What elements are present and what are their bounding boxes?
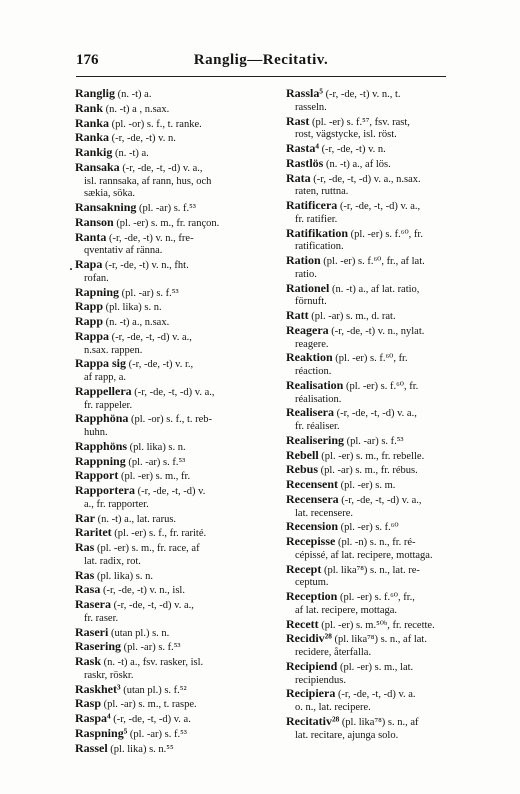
headword: Rebus: [286, 462, 319, 477]
dictionary-line: [286, 590, 466, 605]
dictionary-line: [286, 296, 466, 309]
headword: Rationel: [286, 280, 330, 295]
headword: Rask: [75, 654, 102, 668]
headword: Rappning: [75, 453, 126, 468]
definition-text: (pl. -ar) s. f.⁵³: [119, 287, 179, 299]
right-column: [286, 87, 466, 742]
definition-text: (utan pl.) s. n.: [108, 627, 170, 639]
headword: Recipiera: [286, 686, 336, 701]
definition-text: af rapp, a.: [84, 372, 126, 383]
headword: Raritet: [75, 525, 112, 540]
dictionary-line: [75, 583, 265, 598]
dictionary-line: [75, 258, 265, 273]
dictionary-line: [286, 563, 466, 578]
headword: Rappa: [75, 328, 110, 343]
dictionary-line: [75, 683, 265, 698]
headword: Ratificera: [286, 198, 338, 212]
headword: Ratifikation: [286, 225, 349, 240]
dictionary-line: [75, 146, 265, 161]
definition-text: (pl. -ar) s. m., t. raspe.: [101, 699, 197, 711]
headword: Reception: [286, 589, 338, 603]
headword: Rast: [286, 113, 310, 128]
headword: Raskhet³: [75, 681, 121, 696]
dictionary-line: [286, 379, 466, 394]
definition-text: rofan.: [84, 272, 109, 284]
dictionary-line: [75, 117, 265, 132]
dictionary-line: [75, 131, 265, 146]
headword: Rasa: [75, 582, 101, 597]
definition-text: (-r, -de, -t, -d) v. a.,: [109, 331, 192, 343]
definition-text: isl. rannsaka, af rann, hus, och: [84, 175, 212, 187]
dictionary-line: [286, 730, 466, 743]
page-number: 176: [76, 52, 99, 68]
definition-text: (pl. -er) s. m.⁵⁰ᵇ, fr. recette.: [318, 619, 435, 631]
definition-text: huhn.: [84, 427, 108, 438]
definition-text: (pl. lika) s. n.: [103, 302, 162, 314]
headword: Rapa: [75, 257, 103, 271]
headword: Reaktion: [286, 350, 333, 365]
dictionary-line: [286, 324, 466, 339]
dictionary-line: [75, 484, 265, 499]
dictionary-line: [75, 655, 265, 670]
definition-text: raskr, röskr.: [84, 669, 134, 681]
definition-text: ratification.: [295, 241, 344, 253]
definition-text: (-r, -de, -t, -d) v. a.,: [333, 408, 417, 420]
definition-text: (pl. -er) s. f., fr. rarité.: [111, 528, 207, 540]
definition-text: (utan pl.) s. f.⁵²: [120, 684, 187, 696]
headword: Realisering: [286, 432, 344, 447]
dictionary-line: [75, 626, 265, 641]
dictionary-line: [286, 660, 466, 675]
definition-text: ceptum.: [295, 577, 329, 589]
definition-text: (pl. lika⁷⁸) s. n., af lat.: [331, 634, 427, 646]
definition-text: (pl. -er) s. f.⁶⁰, fr., af lat.: [320, 256, 425, 267]
dictionary-line: [286, 102, 466, 115]
definition-text: cépissé, af lat. recipere, mottaga.: [295, 549, 433, 561]
dictionary-line: [75, 541, 265, 556]
definition-text: recidere, återfalla.: [295, 647, 372, 658]
definition-text: (pl. -ar) s. f.⁵³: [136, 203, 196, 214]
headword: Rar: [75, 510, 95, 525]
headword: Ras: [75, 567, 95, 582]
headword: Rasera: [75, 597, 111, 611]
dictionary-line: [75, 640, 265, 655]
dictionary-line: [286, 406, 466, 421]
dictionary-line: [286, 87, 466, 102]
definition-text: (pl. -er) s. f.⁶⁰, fr.: [348, 228, 423, 240]
definition-text: (-r, -de, -t, -d) v. a.,: [131, 386, 215, 398]
dictionary-line: [75, 556, 265, 569]
definition-text: förnuft.: [295, 296, 327, 308]
definition-text: (pl. lika) s. n.: [127, 441, 186, 453]
definition-text: (pl. -er) s. m., fr.: [118, 471, 191, 483]
definition-text: (-r, -de, -t) v. n.: [318, 144, 386, 155]
headword: Rapning: [75, 284, 120, 299]
definition-text: (n. -t) a , n.sax.: [103, 103, 170, 115]
headword: Recepisse: [286, 534, 336, 548]
dictionary-line: [75, 440, 265, 455]
definition-text: (n. -t) a.: [112, 148, 149, 159]
headword: Rapphöna: [75, 411, 129, 426]
definition-text: (pl. -er) s. f.⁶⁰, fr.,: [337, 592, 415, 603]
definition-text: (pl. -er) s. m.: [337, 480, 396, 491]
dictionary-line: [286, 520, 466, 535]
definition-text: (pl. -or) s. f., t. reb-: [128, 414, 213, 426]
headword: Rasering: [75, 639, 121, 654]
dictionary-line: [75, 201, 265, 216]
definition-text: réaction.: [295, 366, 332, 377]
header-rule: [76, 76, 446, 77]
dictionary-line: [75, 161, 265, 176]
headword: Recension: [286, 519, 338, 534]
dictionary-line: [75, 412, 265, 427]
dictionary-line: [75, 330, 265, 345]
dictionary-line: [286, 715, 466, 730]
definition-text: lat. radix, rot.: [84, 555, 141, 567]
dictionary-line: [286, 309, 466, 324]
headword: Raspning⁵: [75, 725, 128, 740]
headword: Recidiv²⁸: [286, 631, 332, 646]
dictionary-line: [75, 598, 265, 613]
headword: Rappa sig: [75, 356, 127, 371]
definition-text: (pl. -er) s. f.⁶⁰: [338, 522, 399, 534]
dictionary-line: [286, 687, 466, 702]
running-head: Ranglig—Recitativ.: [193, 52, 329, 68]
headword: Rebell: [286, 447, 319, 462]
definition-text: (pl. -ar) s. m., fr. rébus.: [318, 465, 418, 477]
definition-text: raten, ruttna.: [295, 186, 349, 198]
headword: Recensera: [286, 491, 339, 506]
dictionary-line: [286, 254, 466, 269]
definition-text: reagere.: [295, 338, 329, 350]
headword: Ransaka: [75, 159, 120, 174]
dictionary-line: [75, 385, 265, 400]
definition-text: (pl. lika) s. n.⁵⁵: [107, 743, 174, 755]
dictionary-line: [75, 176, 265, 189]
definition-text: ratio.: [295, 268, 317, 280]
dictionary-line: [286, 535, 466, 550]
headword: Ras: [75, 540, 95, 554]
dictionary-line: [286, 632, 466, 647]
dictionary-line: [286, 199, 466, 214]
definition-text: o. n., lat. recipere.: [295, 702, 371, 713]
headword: Realisera: [286, 405, 334, 420]
definition-text: (n. -t) a., fsv. rasker, isl.: [101, 657, 204, 668]
definition-text: (-r, -de, -t, -d) v.: [135, 486, 206, 497]
headword: Rasta⁴: [286, 141, 319, 155]
definition-text: (pl. lika⁷⁸) s. n., lat. re-: [321, 564, 420, 576]
definition-text: (pl. -ar) s. f.⁵³: [344, 435, 404, 447]
definition-text: fr. ratifier.: [295, 213, 338, 225]
definition-text: af lat. recipere, mottaga.: [295, 604, 398, 616]
dictionary-line: [286, 282, 466, 297]
dictionary-line: [286, 157, 466, 172]
definition-text: (pl. -er) s. f.⁶⁰, fr.: [343, 380, 419, 392]
definition-text: (-r, -de, -t) v. n., isl.: [100, 585, 185, 597]
definition-text: (pl. -or) s. f., t. ranke.: [109, 118, 202, 130]
headword: Rassel: [75, 740, 108, 755]
definition-text: qventativ af ränna.: [84, 245, 163, 257]
dictionary-line: [75, 87, 265, 102]
dictionary-line: [286, 493, 466, 508]
definition-text: recipiendus.: [295, 674, 347, 686]
headword: Rata: [286, 170, 311, 185]
headword: Recensent: [286, 477, 338, 491]
dictionary-line: [75, 245, 265, 258]
dictionary-line: [286, 142, 466, 157]
margin-bullet: ·: [69, 262, 74, 276]
dictionary-line: [286, 449, 466, 464]
definition-text: (pl. -er) s. m., fr. rebelle.: [318, 450, 425, 462]
definition-text: (-r, -de, -t) v. r.,: [126, 359, 194, 371]
headword: Ransakning: [75, 200, 137, 214]
dictionary-line: [75, 315, 265, 330]
definition-text: fr. raser.: [84, 612, 119, 624]
definition-text: (n. -t) a., n.sax.: [103, 317, 170, 328]
definition-text: fr. rappeler.: [84, 399, 133, 411]
definition-text: (pl. -er) s. m., fr. rançon.: [113, 217, 220, 229]
definition-text: (pl. -n) s. n., fr. ré-: [335, 537, 416, 548]
headword: Recept: [286, 561, 322, 576]
definition-text: sækia, söka.: [84, 188, 136, 200]
dictionary-line: [75, 742, 265, 757]
definition-text: (-r, -de, -t) v. n.: [109, 133, 176, 145]
dictionary-line: [75, 469, 265, 484]
definition-text: (pl. -er) s. f.⁶⁰, fr.: [332, 353, 408, 365]
page-header: [76, 52, 446, 72]
dictionary-line: [75, 286, 265, 301]
definition-text: (-r, -de, -t) v. n., fht.: [102, 260, 189, 271]
definition-text: (n. -t) a., lat. rarus.: [95, 513, 177, 525]
definition-text: (-r, -de, -t, -d) v. a.,: [119, 162, 203, 174]
dictionary-line: [286, 434, 466, 449]
definition-text: (pl. -ar) s. f.⁵³: [125, 456, 186, 468]
dictionary-line: [75, 526, 265, 541]
headword: Ranka: [75, 115, 110, 130]
definition-text: rost, vägstycke, isl. röst.: [295, 129, 397, 141]
definition-text: (-r, -de, -t, -d) v. a., n.sax.: [310, 173, 421, 185]
definition-text: (pl. -er) s. m., fr. race, af: [94, 543, 200, 554]
headword: Ranta: [75, 229, 107, 244]
definition-text: lat. recitare, ajunga solo.: [295, 729, 399, 741]
headword: Recett: [286, 616, 319, 631]
dictionary-line: [75, 712, 265, 727]
definition-text: (pl. -ar) s. f.⁵³: [127, 728, 187, 740]
headword: Reagera: [286, 322, 329, 337]
definition-text: (pl. -ar) s. f.⁵³: [121, 642, 181, 654]
headword: Rassla⁵: [286, 86, 323, 100]
headword: Rank: [75, 100, 104, 115]
dictionary-line: [75, 727, 265, 742]
left-column: [75, 87, 265, 756]
dictionary-line: [286, 115, 466, 130]
headword: Rapportera: [75, 483, 135, 497]
definition-text: (-r, -de, -t) v. n., t.: [322, 89, 401, 100]
dictionary-line: [286, 227, 466, 242]
definition-text: n.sax. rappen.: [84, 344, 143, 356]
headword: Rankig: [75, 145, 113, 159]
definition-text: (pl. -er) s. f.⁵⁷, fsv. rast,: [309, 116, 410, 128]
headword: Ratt: [286, 308, 309, 322]
dictionary-line: [286, 351, 466, 366]
dictionary-line: [75, 499, 265, 512]
headword: Recipiend: [286, 658, 338, 673]
definition-text: fr. réaliser.: [295, 421, 340, 432]
dictionary-line: [75, 697, 265, 712]
headword: Ranka: [75, 130, 110, 145]
dictionary-line: [75, 231, 265, 246]
headword: Raspa⁴: [75, 711, 111, 725]
definition-text: (-r, -de, -t, -d) v. a.,: [111, 600, 194, 611]
definition-text: (-r, -de, -t, -d) v. a.,: [337, 201, 421, 212]
definition-text: (-r, -de, -t) v. n., nylat.: [328, 325, 425, 337]
headword: Rasp: [75, 696, 102, 711]
headword: Ranglig: [75, 86, 116, 100]
definition-text: (n. -t) a.: [115, 89, 152, 100]
dictionary-line: [286, 618, 466, 633]
definition-text: lat. recensere.: [295, 507, 354, 519]
definition-text: (-r, -de, -t, -d) v. a.,: [338, 494, 422, 506]
dictionary-line: [286, 463, 466, 478]
dictionary-line: [75, 102, 265, 117]
headword: Rapphöns: [75, 438, 128, 453]
definition-text: réalisation.: [295, 393, 342, 405]
definition-text: (n. -t) a., af lös.: [323, 158, 391, 170]
headword: Ration: [286, 253, 321, 267]
definition-text: (-r, -de, -t) v. n., fre-: [106, 232, 194, 244]
definition-text: (pl. -er) s. m., lat.: [337, 661, 414, 673]
dictionary-line: [286, 478, 466, 493]
headword: Recitativ²⁸: [286, 713, 340, 728]
headword: Ranson: [75, 214, 114, 229]
definition-text: (n. -t) a., af lat. ratio,: [329, 283, 420, 295]
dictionary-line: [286, 172, 466, 187]
headword: Rapp: [75, 299, 104, 314]
dictionary-line: [75, 357, 265, 372]
headword: Rastlös: [286, 155, 324, 170]
headword: Rapp: [75, 314, 104, 328]
dictionary-line: [75, 216, 265, 231]
dictionary-line: [75, 455, 265, 470]
definition-text: (-r, -de, -t, -d) v. a.: [335, 689, 416, 701]
dictionary-line: [75, 569, 265, 584]
definition-text: (-r, -de, -t, -d) v. a.: [110, 714, 191, 725]
headword: Realisation: [286, 377, 344, 392]
headword: Rapport: [75, 468, 119, 483]
definition-text: (pl. lika) s. n.: [94, 570, 153, 582]
definition-text: rasseln.: [295, 101, 327, 113]
definition-text: a., fr. rapporter.: [84, 498, 149, 510]
definition-text: (pl. -ar) s. m., d. rat.: [308, 311, 396, 322]
dictionary-line: [75, 512, 265, 527]
headword: Raseri: [75, 624, 109, 639]
headword: Rappellera: [75, 383, 132, 398]
definition-text: (pl. lika⁷⁸) s. n., af: [339, 716, 419, 728]
dictionary-line: [75, 300, 265, 315]
